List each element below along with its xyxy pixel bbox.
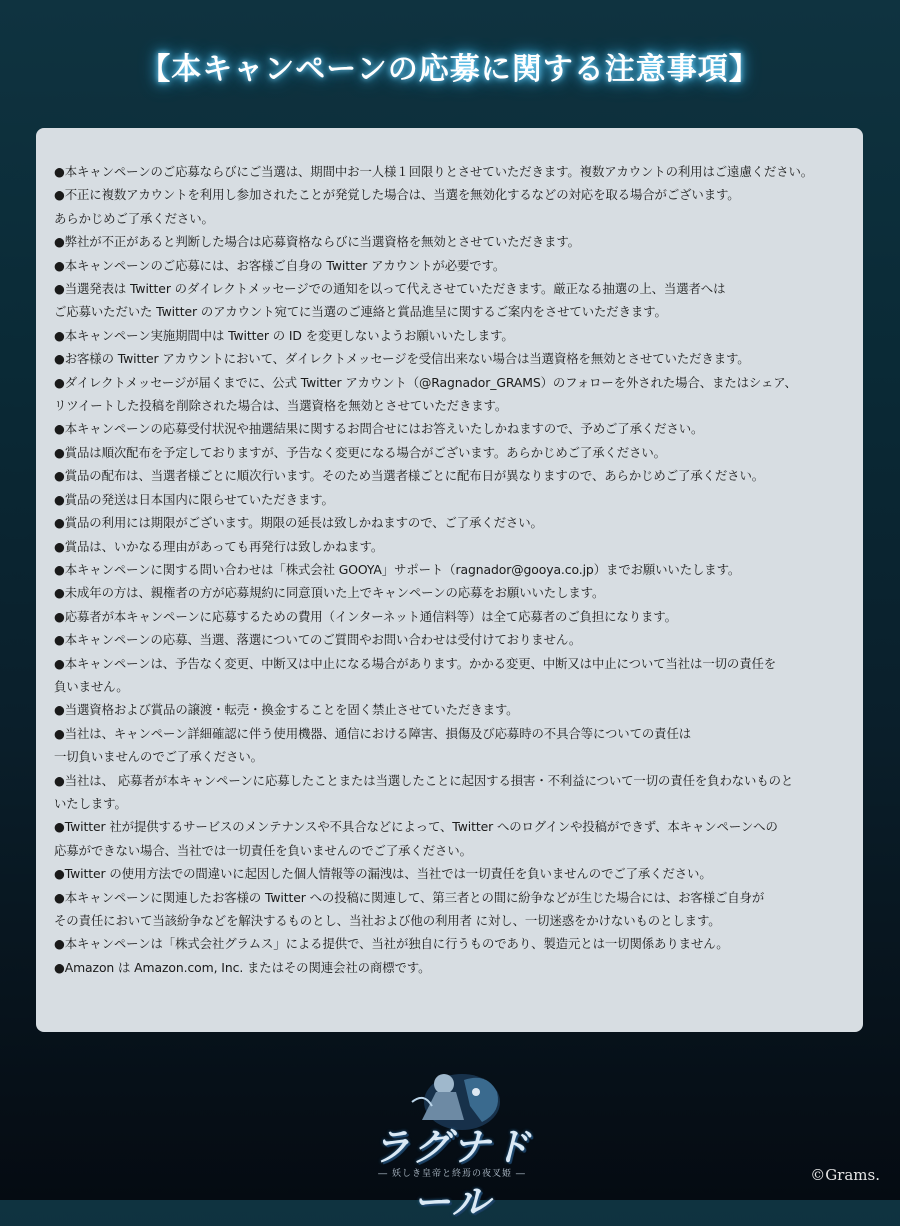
notice-line: ●賞品は、いかなる理由があっても再発行は致しかねます。: [54, 538, 384, 554]
notice-line: ●本キャンペーンの応募受付状況や抽選結果に関するお問合せにはお答えいたしかねますので、予めご了承ください。: [54, 421, 704, 437]
notice-line: ●本キャンペーンの応募、当選、落選についてのご質問やお問い合わせは受付けておりません。: [54, 632, 582, 648]
logo-subtitle: ― 妖しき皇帝と終焉の夜叉姫 ―: [378, 1169, 526, 1179]
notice-line: ●未成年の方は、親権者の方が応募規約に同意頂いた上でキャンペーンの応募をお願いいたします。: [54, 585, 605, 601]
notice-line: ●Twitter 社が提供するサービスのメンテナンスや不具合などによって、Twitter へのログインや投稿ができず、本キャンペーンへの: [54, 819, 778, 835]
game-logo: [352, 1062, 552, 1224]
notice-line: ●応募者が本キャンペーンに応募するための費用（インターネット通信料等）は全て応募者のご負担になります。: [54, 608, 677, 624]
notice-line: ●賞品は順次配布を予定しておりますが、予告なく変更になる場合がございます。あらかじめご了承ください。: [54, 444, 666, 460]
notice-line: ●当社は、 応募者が本キャンペーンに応募したことまたは当選したことに起因する損害・不利益について一切の責任を負わないものと: [54, 772, 794, 788]
notice-line: 一切負いませんのでご了承ください。: [54, 749, 263, 765]
notice-line: ●本キャンペーンに関する問い合わせは「株式会社 GOOYA」サポート（ragnador@gooya.co.jp）までお願いいたします。: [54, 561, 741, 577]
notice-line: ●当選資格および賞品の譲渡・転売・換金することを固く禁止させていただきます。: [54, 702, 519, 718]
notice-line: ●本キャンペーンに関連したお客様の Twitter への投稿に関連して、第三者との間に紛争などが生じた場合には、お客様ご自身が: [54, 889, 765, 905]
notice-line: ●本キャンペーンのご応募ならびにご当選は、期間中お一人様１回限りとさせていただきます。複数アカウントの利用はご遠慮ください。: [54, 164, 814, 179]
notice-line: ●Amazon は Amazon.com, Inc. またはその関連会社の商標です。: [54, 959, 431, 975]
notice-line: ●当社は、キャンペーン詳細確認に伴う使用機器、通信における障害、損傷及び応募時の不具合等についての責任は: [54, 725, 692, 741]
notice-line: ●ダイレクトメッセージが届くまでに、公式 Twitter アカウント（@Ragnador_GRAMS）のフォローを外された場合、またはシェア、: [54, 374, 797, 390]
page-title: 【本キャンペーンの応募に関する注意事項】: [140, 52, 760, 87]
notice-line: 応募ができない場合、当社では一切責任を負いませんのでご了承ください。: [54, 842, 472, 858]
notice-line: ●不正に複数アカウントを利用し参加されたことが発覚した場合は、当選を無効化するなどの対応を取る場合がございます。: [54, 187, 740, 203]
notice-line: あらかじめご了承ください。: [54, 210, 214, 226]
notice-line: ●弊社が不正があると判断した場合は応募資格ならびに当選資格を無効とさせていただきます。: [54, 234, 580, 250]
notice-line: ●賞品の利用には期限がございます。期限の延長は致しかねますので、ご了承ください。: [54, 515, 543, 531]
notice-line: ●お客様の Twitter アカウントにおいて、ダイレクトメッセージを受信出来ない場合は当選資格を無効とさせていただきます。: [54, 351, 750, 367]
notice-panel: [36, 128, 863, 1032]
notice-line: ●本キャンペーンは「株式会社グラムス」による提供で、当社が独自に行うものであり、製造元とは一切関係ありません。: [54, 936, 729, 952]
notice-line: ●本キャンペーンのご応募には、お客様ご自身の Twitter アカウントが必要です。: [54, 257, 506, 273]
notice-line: ●当選発表は Twitter のダイレクトメッセージでの通知を以って代えさせていただきます。厳正なる抽選の上、当選者へは: [54, 281, 726, 297]
notice-line: ●本キャンペーンは、予告なく変更、中断又は中止になる場合があります。かかる変更、中断又は中止について当社は一切の責任を: [54, 655, 777, 671]
notice-line: ●賞品の発送は日本国内に限らせていただきます。: [54, 491, 334, 507]
copyright: ©Grams.: [810, 1166, 880, 1184]
logo-text: ラグナドール: [371, 1124, 532, 1224]
notice-line: ●Twitter の使用方法での間違いに起因した個人情報等の漏洩は、当社では一切責任を負いませんのでご了承ください。: [54, 866, 712, 882]
notice-line: ご応募いただいた Twitter のアカウント宛てに当選のご連絡と賞品進呈に関するご案内をさせていただきます。: [54, 304, 667, 320]
notice-line: ●本キャンペーン実施期間中は Twitter の ID を変更しないようお願いいたします。: [54, 327, 514, 343]
notice-line: その責任において当該紛争などを解決するものとし、当社および他の利用者 に対し、一切迷惑をかけないものとします。: [54, 913, 721, 928]
notice-line: いたします。: [54, 795, 127, 811]
notice-line: リツイートした投稿を削除された場合は、当選資格を無効とさせていただきます。: [54, 398, 508, 414]
notice-line: 負いません。: [54, 678, 129, 694]
notice-line: ●賞品の配布は、当選者様ごとに順次行います。そのため当選者様ごとに配布日が異なりますので、あらかじめご了承ください。: [54, 468, 765, 484]
